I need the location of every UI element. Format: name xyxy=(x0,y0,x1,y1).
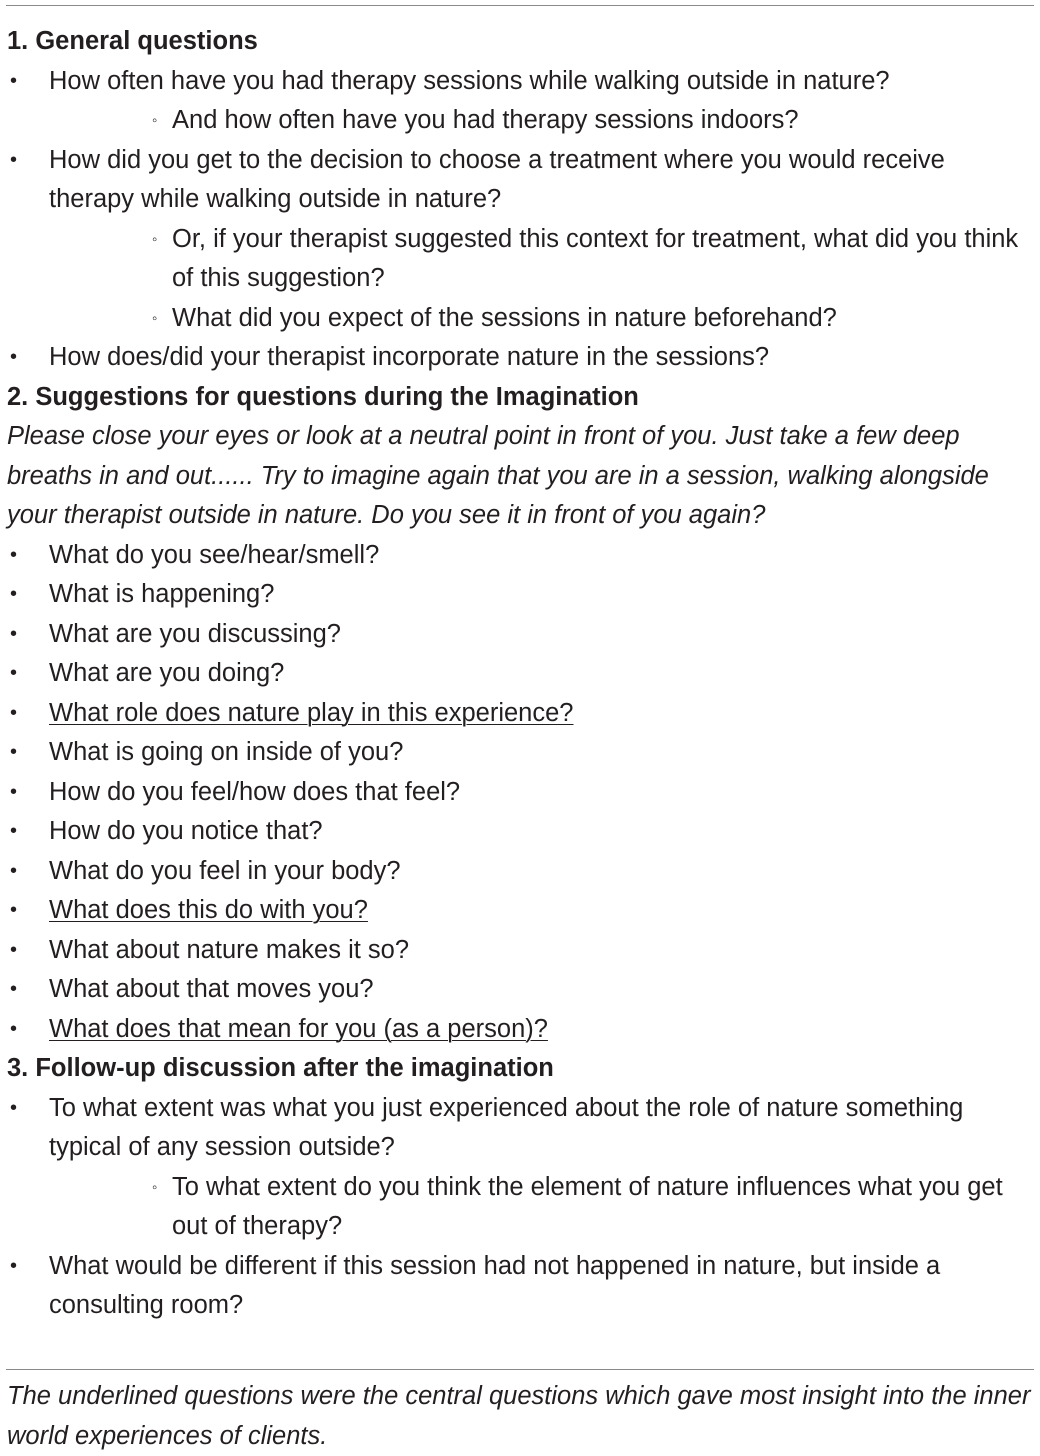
sub-bullet-icon: ◦ xyxy=(152,112,158,129)
list-item xyxy=(7,891,1033,931)
sub-question-text: Or, if your therapist suggested this context for treatment, what did you think of this suggestion? xyxy=(172,224,1019,292)
bullet-icon: • xyxy=(10,978,18,1000)
bullet-icon: • xyxy=(10,701,18,724)
sub-list-item xyxy=(7,101,1033,141)
bullet-icon: • xyxy=(10,583,18,605)
list-item xyxy=(7,141,1033,220)
list-item xyxy=(7,970,1033,1010)
list-item xyxy=(7,654,1033,694)
question-text: What do you feel in your body? xyxy=(49,856,401,885)
interview-guide-table xyxy=(7,22,1033,1326)
bullet-icon: • xyxy=(10,1096,18,1119)
list-item xyxy=(7,1247,1033,1326)
list-item xyxy=(7,931,1033,971)
bullet-icon: • xyxy=(10,1254,18,1277)
question-text: What about nature makes it so? xyxy=(49,935,410,964)
list-item xyxy=(7,536,1033,576)
bullet-icon: • xyxy=(10,938,18,961)
bullet-icon: • xyxy=(10,69,18,92)
bullet-icon: • xyxy=(10,780,18,803)
central-question-text: What role does nature play in this experience? xyxy=(49,698,574,727)
question-text: How did you get to the decision to choose a treatment where you would receive therapy while walking outside in nature? xyxy=(49,145,945,213)
section-heading-follow-up: 3. Follow-up discussion after the imagination xyxy=(7,1054,554,1082)
question-text: What about that moves you? xyxy=(49,975,374,1003)
central-question-text: What does that mean for you (as a person)? xyxy=(49,1014,548,1043)
bullet-icon: • xyxy=(10,346,18,368)
imagination-instructions: Please close your eyes or look at a neutral point in front of you. Just take a few deep breaths in and out...... Try to imagine again that you are in a session, walking alongside your therapist outside in nature. Do you see it in front of you again? xyxy=(7,422,989,529)
list-item xyxy=(7,852,1033,892)
question-text: How often have you had therapy sessions while walking outside in nature? xyxy=(49,66,890,95)
list-item xyxy=(7,575,1033,615)
sub-question-text: And how often have you had therapy sessions indoors? xyxy=(172,106,799,134)
list-item xyxy=(7,338,1033,378)
sub-bullet-icon: ◦ xyxy=(152,1178,158,1196)
question-text: How do you feel/how does that feel? xyxy=(49,777,461,806)
question-text: What is going on inside of you? xyxy=(49,738,404,766)
sub-list-item xyxy=(7,1168,1033,1247)
list-item xyxy=(7,812,1033,852)
question-text: How does/did your therapist incorporate nature in the sessions? xyxy=(49,343,770,371)
bullet-icon: • xyxy=(10,741,18,763)
section-heading-imagination: 2. Suggestions for questions during the Imagination xyxy=(7,382,639,411)
bullet-icon: • xyxy=(10,820,18,842)
sub-bullet-icon: ◦ xyxy=(152,309,158,327)
sub-question-text: What did you expect of the sessions in nature beforehand? xyxy=(172,303,837,332)
central-question-text: What does this do with you? xyxy=(49,896,368,924)
question-text: What would be different if this session had not happened in nature, but inside a consulting room? xyxy=(49,1251,941,1319)
table-bottom-rule xyxy=(6,1369,1034,1370)
bullet-icon: • xyxy=(10,622,18,645)
bullet-icon: • xyxy=(10,148,18,171)
table-top-rule xyxy=(6,5,1034,6)
question-text: How do you notice that? xyxy=(49,817,323,845)
sub-bullet-icon: ◦ xyxy=(152,230,158,248)
list-item xyxy=(7,62,1033,102)
question-text: What is happening? xyxy=(49,580,275,608)
list-item xyxy=(7,615,1033,655)
sub-question-text: To what extent do you think the element of nature influences what you get out of therapy? xyxy=(172,1172,1003,1240)
question-text: What are you doing? xyxy=(49,659,285,687)
question-text: What do you see/hear/smell? xyxy=(49,540,380,569)
sub-list-item xyxy=(7,299,1033,339)
bullet-icon: • xyxy=(10,899,18,921)
bullet-icon: • xyxy=(10,662,18,684)
sub-list-item xyxy=(7,220,1033,299)
list-item xyxy=(7,733,1033,773)
section-heading-general: 1. General questions xyxy=(7,27,258,55)
bullet-icon: • xyxy=(10,1017,18,1040)
table-footnote: The underlined questions were the central questions which gave most insight into the inner world experiences of clients. xyxy=(7,1382,1031,1450)
question-text: To what extent was what you just experienced about the role of nature something typical of any session outside? xyxy=(49,1093,964,1161)
list-item xyxy=(7,773,1033,813)
list-item xyxy=(7,694,1033,734)
list-item xyxy=(7,1089,1033,1168)
bullet-icon: • xyxy=(10,859,18,882)
bullet-icon: • xyxy=(10,543,18,566)
list-item xyxy=(7,1010,1033,1050)
question-text: What are you discussing? xyxy=(49,619,341,648)
